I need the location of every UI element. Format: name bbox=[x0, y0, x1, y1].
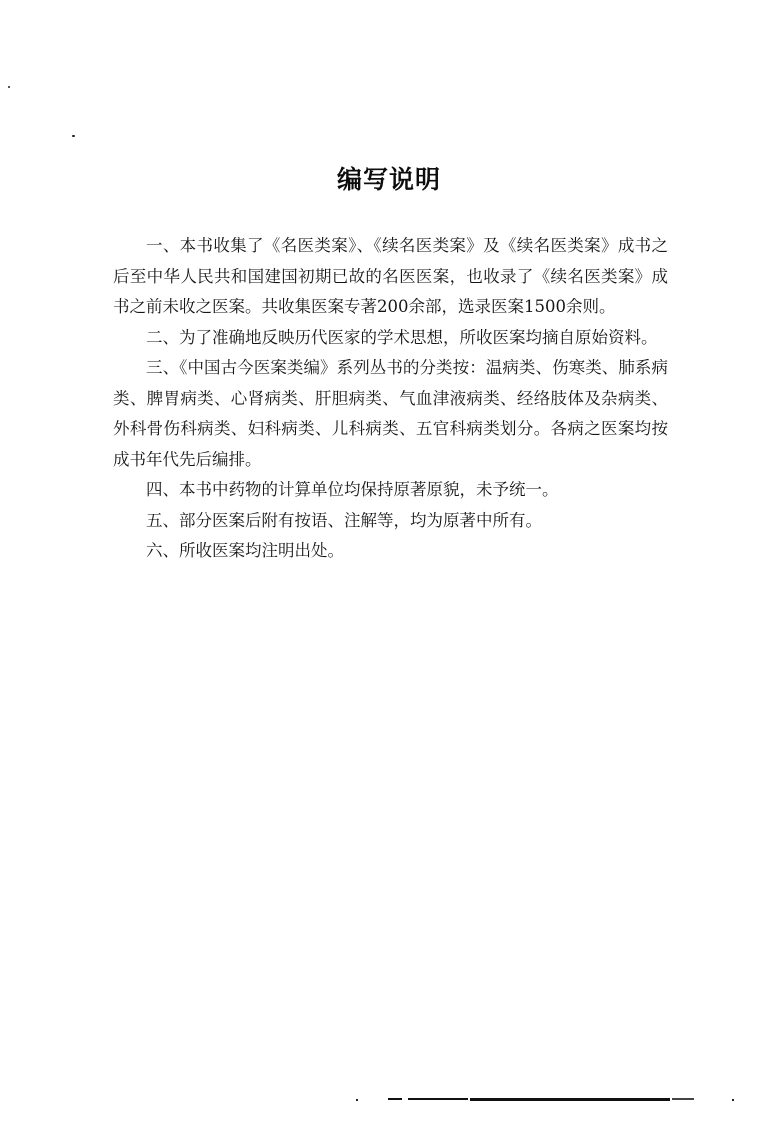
paragraph-3: 三、《中国古今医案类编》系列丛书的分类按：温病类、伤寒类、肺系病类、脾胃病类、心肾病类、肝胆病类、气血津液病类、经络肢体及杂病类、外科骨伤科病类、妇科病类、儿科病类、五官科病类划分。各病之医案均按成书年代先后编排。 bbox=[113, 358, 668, 469]
scan-speck bbox=[8, 86, 10, 88]
paragraph-2: 二、为了准确地反映历代医家的学术思想，所收医案均摘自原始资料。 bbox=[146, 327, 658, 347]
scan-speck bbox=[72, 135, 75, 137]
document-body bbox=[113, 231, 668, 567]
footer-rule bbox=[672, 1098, 694, 1100]
scan-speck bbox=[732, 1099, 734, 1101]
page-title: 编写说明 bbox=[336, 165, 441, 194]
paragraph-1: 一、本书收集了《名医类案》、《续名医类案》及《续名医类案》成书之后至中华人民共和国建国初期已故的名医医案，也收录了《续名医类案》成书之前未收之医案。共收集医案专著200余部，选录医案1500余则。 bbox=[113, 236, 668, 316]
paragraph-6: 六、所收医案均注明出处。 bbox=[146, 541, 344, 560]
footer-rule bbox=[408, 1098, 468, 1100]
scan-speck bbox=[356, 1099, 358, 1101]
paragraph-4: 四、本书中药物的计算单位均保持原著原貌，未予统一。 bbox=[146, 480, 559, 499]
paragraph-5: 五、部分医案后附有按语、注解等，均为原著中所有。 bbox=[146, 510, 542, 530]
footer-rule bbox=[470, 1098, 670, 1101]
footer-rule bbox=[388, 1098, 402, 1100]
